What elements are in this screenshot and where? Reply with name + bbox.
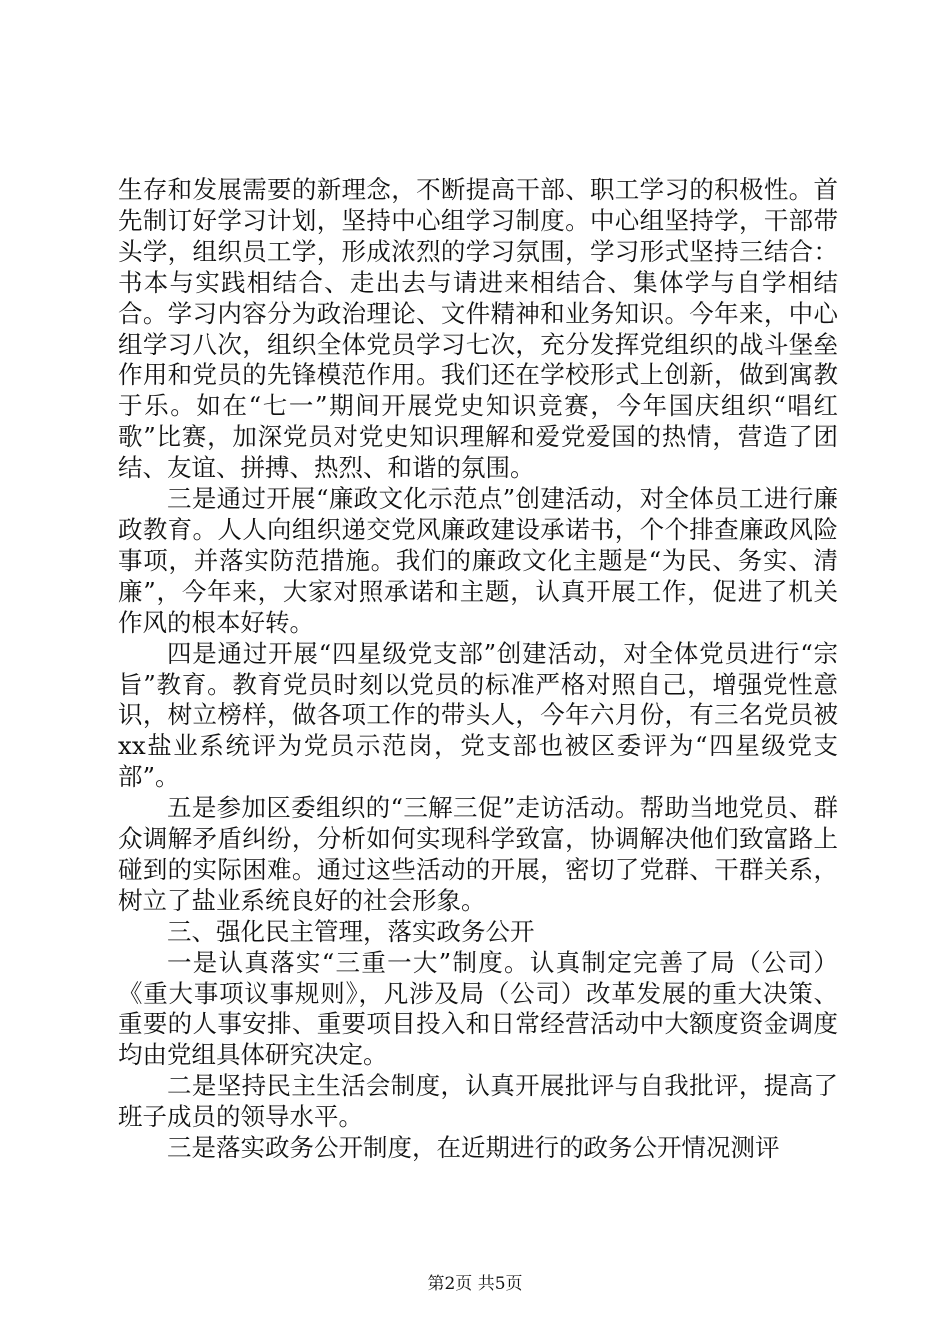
paragraph-1: 生存和发展需要的新理念，不断提高干部、职工学习的积极性。首先制订好学习计划，坚持中心组学习制度。中心组坚持学，干部带头学，组织员工学，形成浓烈的学习氛围，学习形式坚持三结合：书本与实践相结合、走出去与请进来相结合、集体学与自学相结合。学习内容分为政治理论、文件精神和业务知识。今年来，中心组学习八次，组织全体党员学习七次，充分发挥党组织的战斗堡垒作用和党员的先锋模范作用。我们还在学校形式上创新，做到寓教于乐。如在“七一”期间开展党史知识竞赛，今年国庆组织“唱红歌”比赛，加深党员对党史知识理解和爱党爱国的热情，营造了团结、友谊、拼搏、热烈、和谐的氛围。 [118,175,838,483]
paragraph-4: 五是参加区委组织的“三解三促”走访活动。帮助当地党员、群众调解矛盾纠纷，分析如何实现科学致富，协调解决他们致富路上碰到的实际困难。通过这些活动的开展，密切了党群、干群关系，树立了盐业系统良好的社会形象。 [118,793,838,915]
paragraph-3: 四是通过开展“四星级党支部”创建活动，对全体党员进行“宗旨”教育。教育党员时刻以党员的标准严格对照自己，增强党性意识，树立榜样，做各项工作的带头人，今年六月份，有三名党员被xx盐业系统评为党员示范岗，党支部也被区委评为“四星级党支部”。 [118,638,838,792]
paragraph-2: 三是通过开展“廉政文化示范点”创建活动，对全体员工进行廉政教育。人人向组织递交党风廉政建设承诺书，个个排查廉政风险事项，并落实防范措施。我们的廉政文化主题是“为民、务实、清廉”，今年来，大家对照承诺和主题，认真开展工作，促进了机关作风的根本好转。 [118,484,838,637]
page-footer [0,1273,950,1295]
section-heading-3: 三、强化民主管理，落实政务公开 [167,916,535,946]
paragraph-7: 三是落实政务公开制度，在近期进行的政务公开情况测评 [167,1133,780,1163]
document-body [118,175,838,1164]
paragraph-5: 一是认真落实“三重一大”制度。认真制定完善了局（公司）《重大事项议事规则》，凡涉及局（公司）改革发展的重大决策、重要的人事安排、重要项目投入和日常经营活动中大额度资金调度均由党组具体研究决定。 [118,947,838,1070]
paragraph-6: 二是坚持民主生活会制度，认真开展批评与自我批评，提高了班子成员的领导水平。 [118,1071,838,1132]
page-number-label: 第2页 共5页 [427,1274,523,1294]
